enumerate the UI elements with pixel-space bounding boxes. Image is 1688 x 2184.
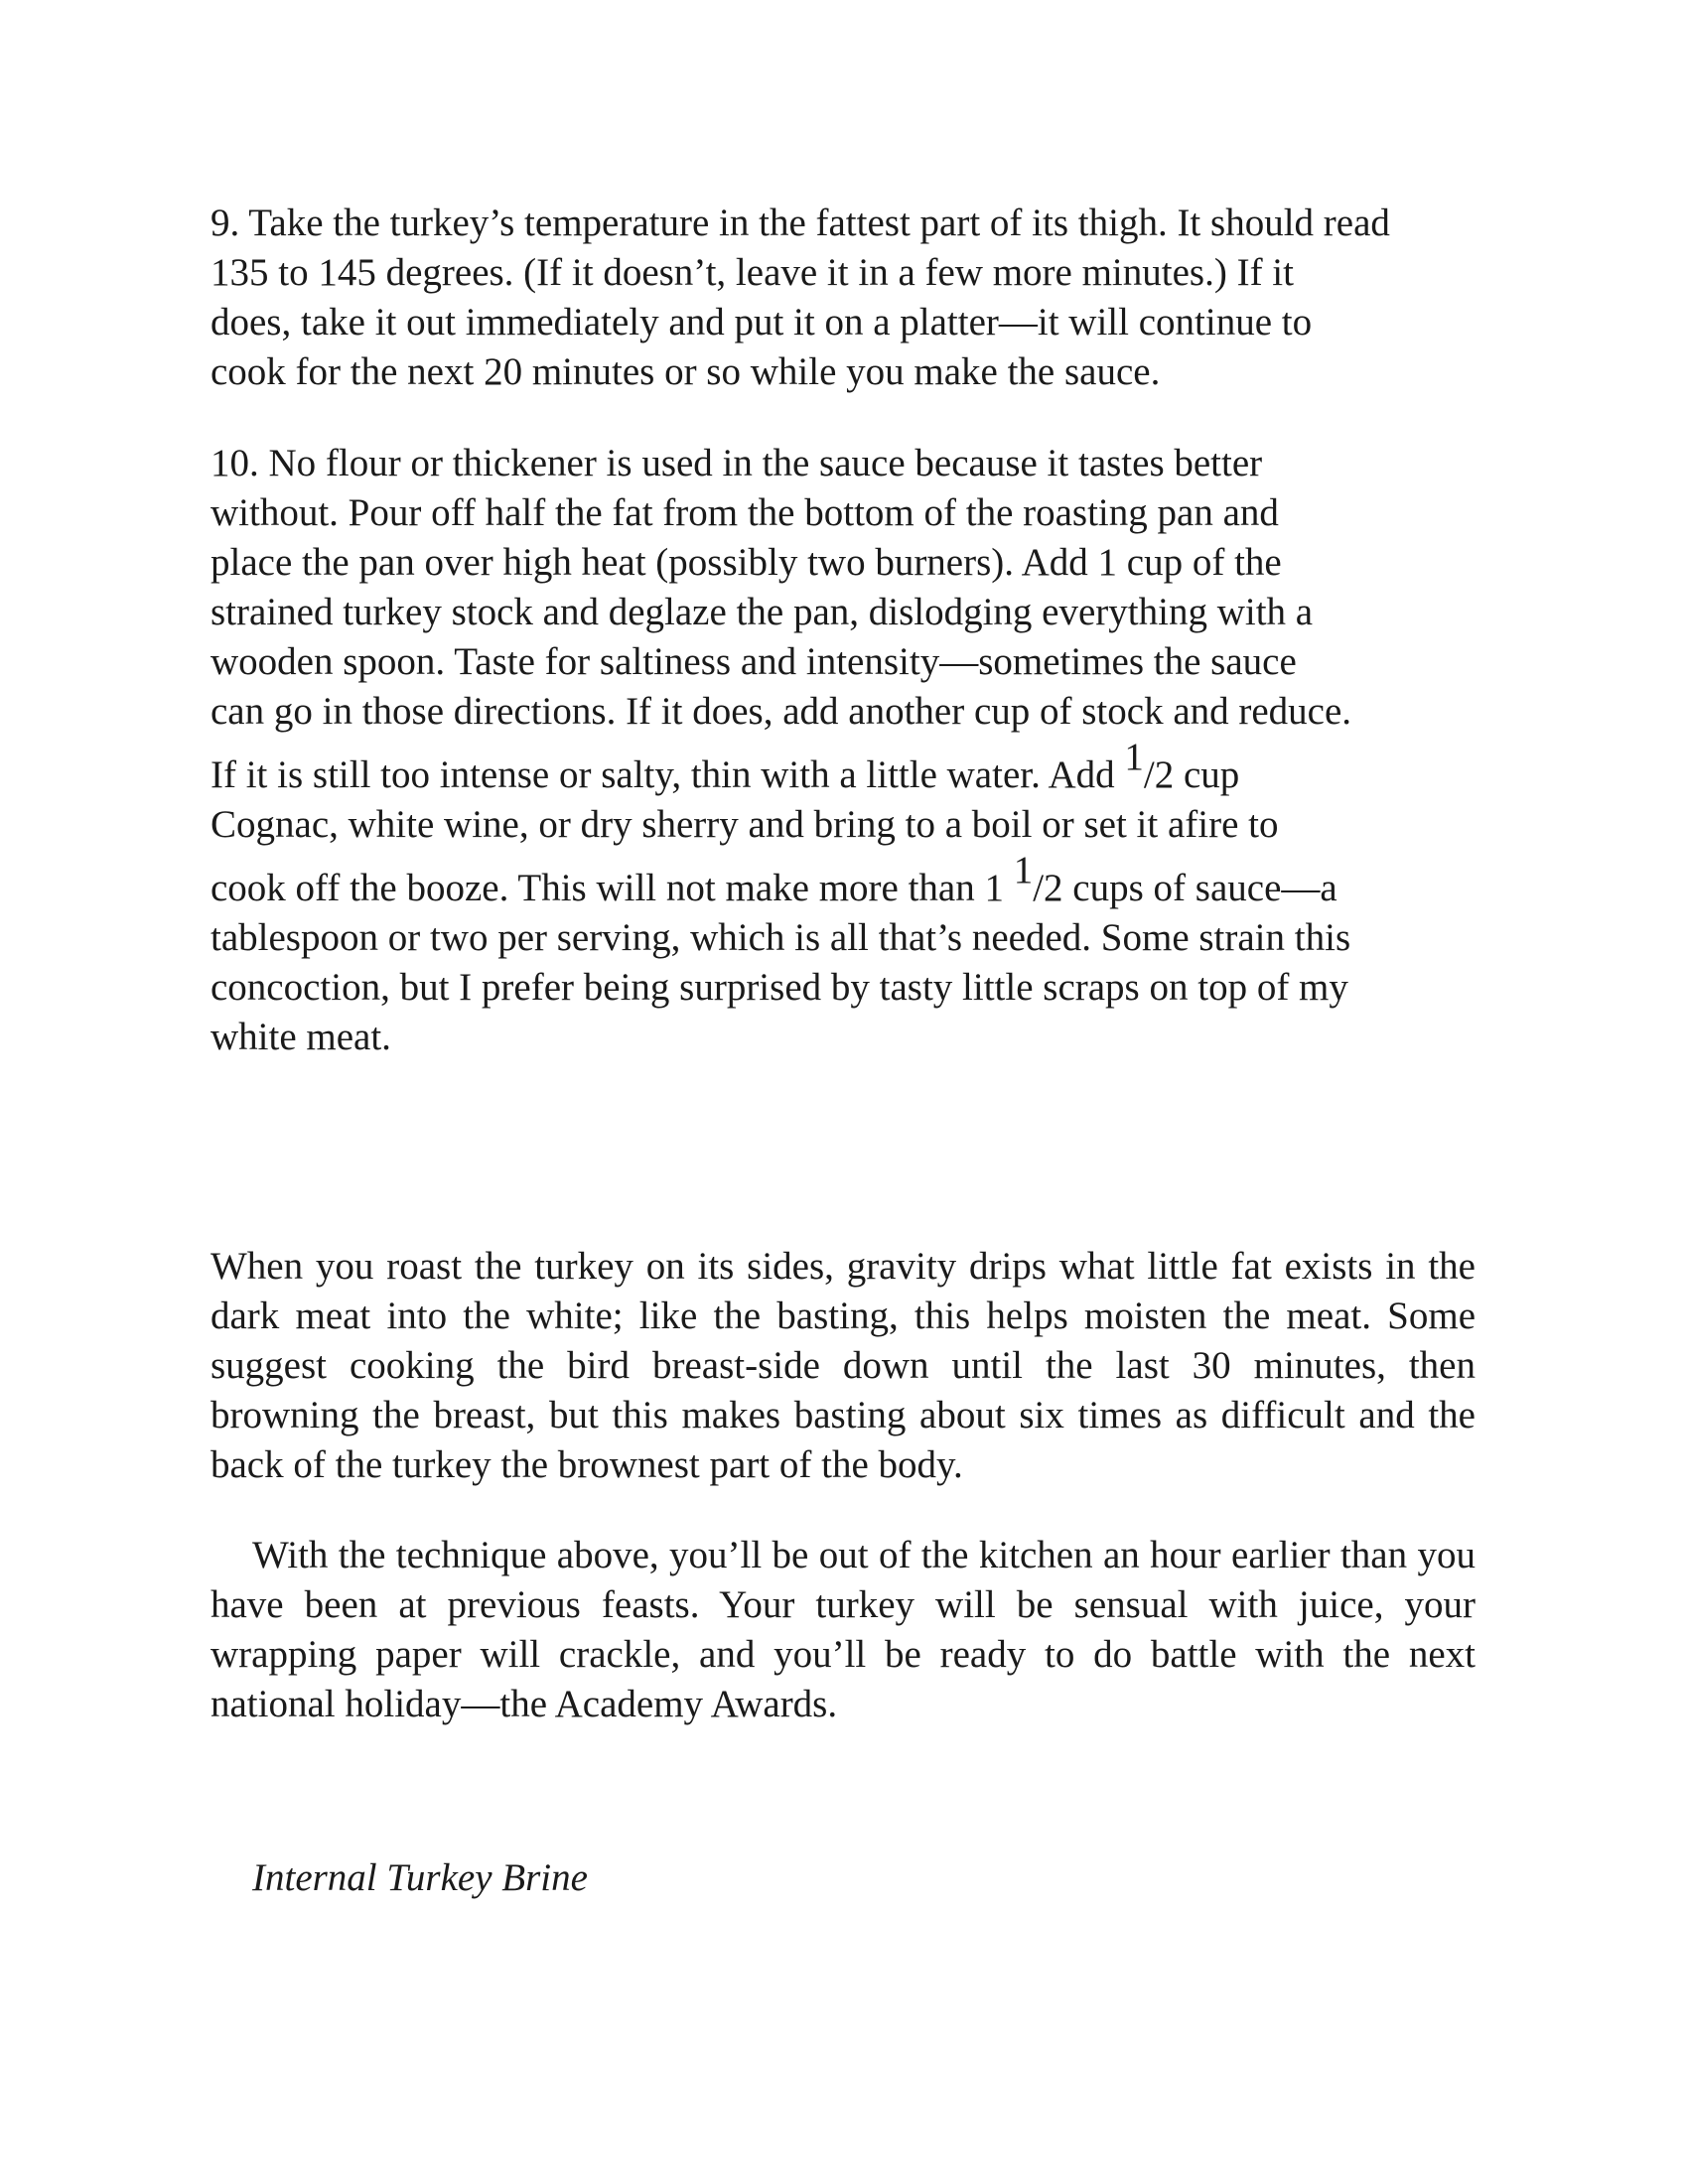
step-line: without. Pour off half the fat from the bottom of the roasting pan and [211, 491, 1279, 534]
step-line: does, take it out immediately and put it on a platter—it will continue to [211, 301, 1313, 343]
fraction-denominator: /2 cups of sauce—a [1033, 867, 1337, 909]
fraction-denominator: /2 cup [1143, 753, 1240, 796]
body-paragraph: When you roast the turkey on its sides, gravity drips what little fat exists in the dark meat into the white; like the basting, this helps moisten the meat. Some suggest cooking the bird breast-side down until the last 30 minutes, then browning the breast, but this makes basting about six times as difficult and the back of the turkey the brownest part of the body. [211, 1245, 1476, 1486]
recipe-step-9 [211, 199, 1543, 397]
body-paragraph: With the technique above, you’ll be out of the kitchen an hour earlier than you have been at previous feasts. Your turkey will be sensual with juice, your wrapping paper will crackle, and you’ll be ready to do battle with the next national holiday—the Academy Awards. [211, 1534, 1476, 1725]
step-line [211, 439, 1543, 488]
recipe-step-10 [211, 439, 1543, 1062]
recipe-title: Internal Turkey Brine [252, 1856, 588, 1899]
step-line: tablespoon or two per serving, which is all that’s needed. Some strain this [211, 916, 1351, 959]
step-line: concoction, but I prefer being surprised by tasty little scraps on top of my [211, 966, 1348, 1009]
step-line: can go in those directions. If it does, add another cup of stock and reduce. [211, 690, 1352, 733]
fraction-numerator: 1 [1013, 849, 1034, 891]
fraction-numerator: 1 [1124, 736, 1144, 778]
step-number: 9. [211, 202, 240, 244]
step-line: cook for the next 20 minutes or so while you make the sauce. [211, 350, 1161, 393]
step-line: place the pan over high heat (possibly two burners). Add 1 cup of the [211, 541, 1282, 584]
step-line: white meat. [211, 1016, 391, 1058]
step-line: 135 to 145 degrees. (If it doesn’t, leave it in a few more minutes.) If it [211, 251, 1294, 294]
step-line: Cognac, white wine, or dry sherry and bring to a boil or set it afire to [211, 803, 1279, 846]
step-line-fraction [211, 849, 1543, 913]
step-text: cook off the booze. This will not make more than 1 [211, 867, 1014, 909]
step-text: If it is still too intense or salty, thin with a little water. Add [211, 753, 1125, 796]
step-line-fraction [211, 736, 1543, 800]
step-text: No flour or thickener is used in the sauce because it tastes better [268, 442, 1263, 484]
step-line: strained turkey stock and deglaze the pan, dislodging everything with a [211, 591, 1314, 633]
step-number: 10. [211, 442, 259, 484]
step-line: wooden spoon. Taste for saltiness and intensity—sometimes the sauce [211, 640, 1297, 683]
step-text: Take the turkey’s temperature in the fattest part of its thigh. It should read [248, 202, 1390, 244]
step-line [211, 199, 1543, 248]
